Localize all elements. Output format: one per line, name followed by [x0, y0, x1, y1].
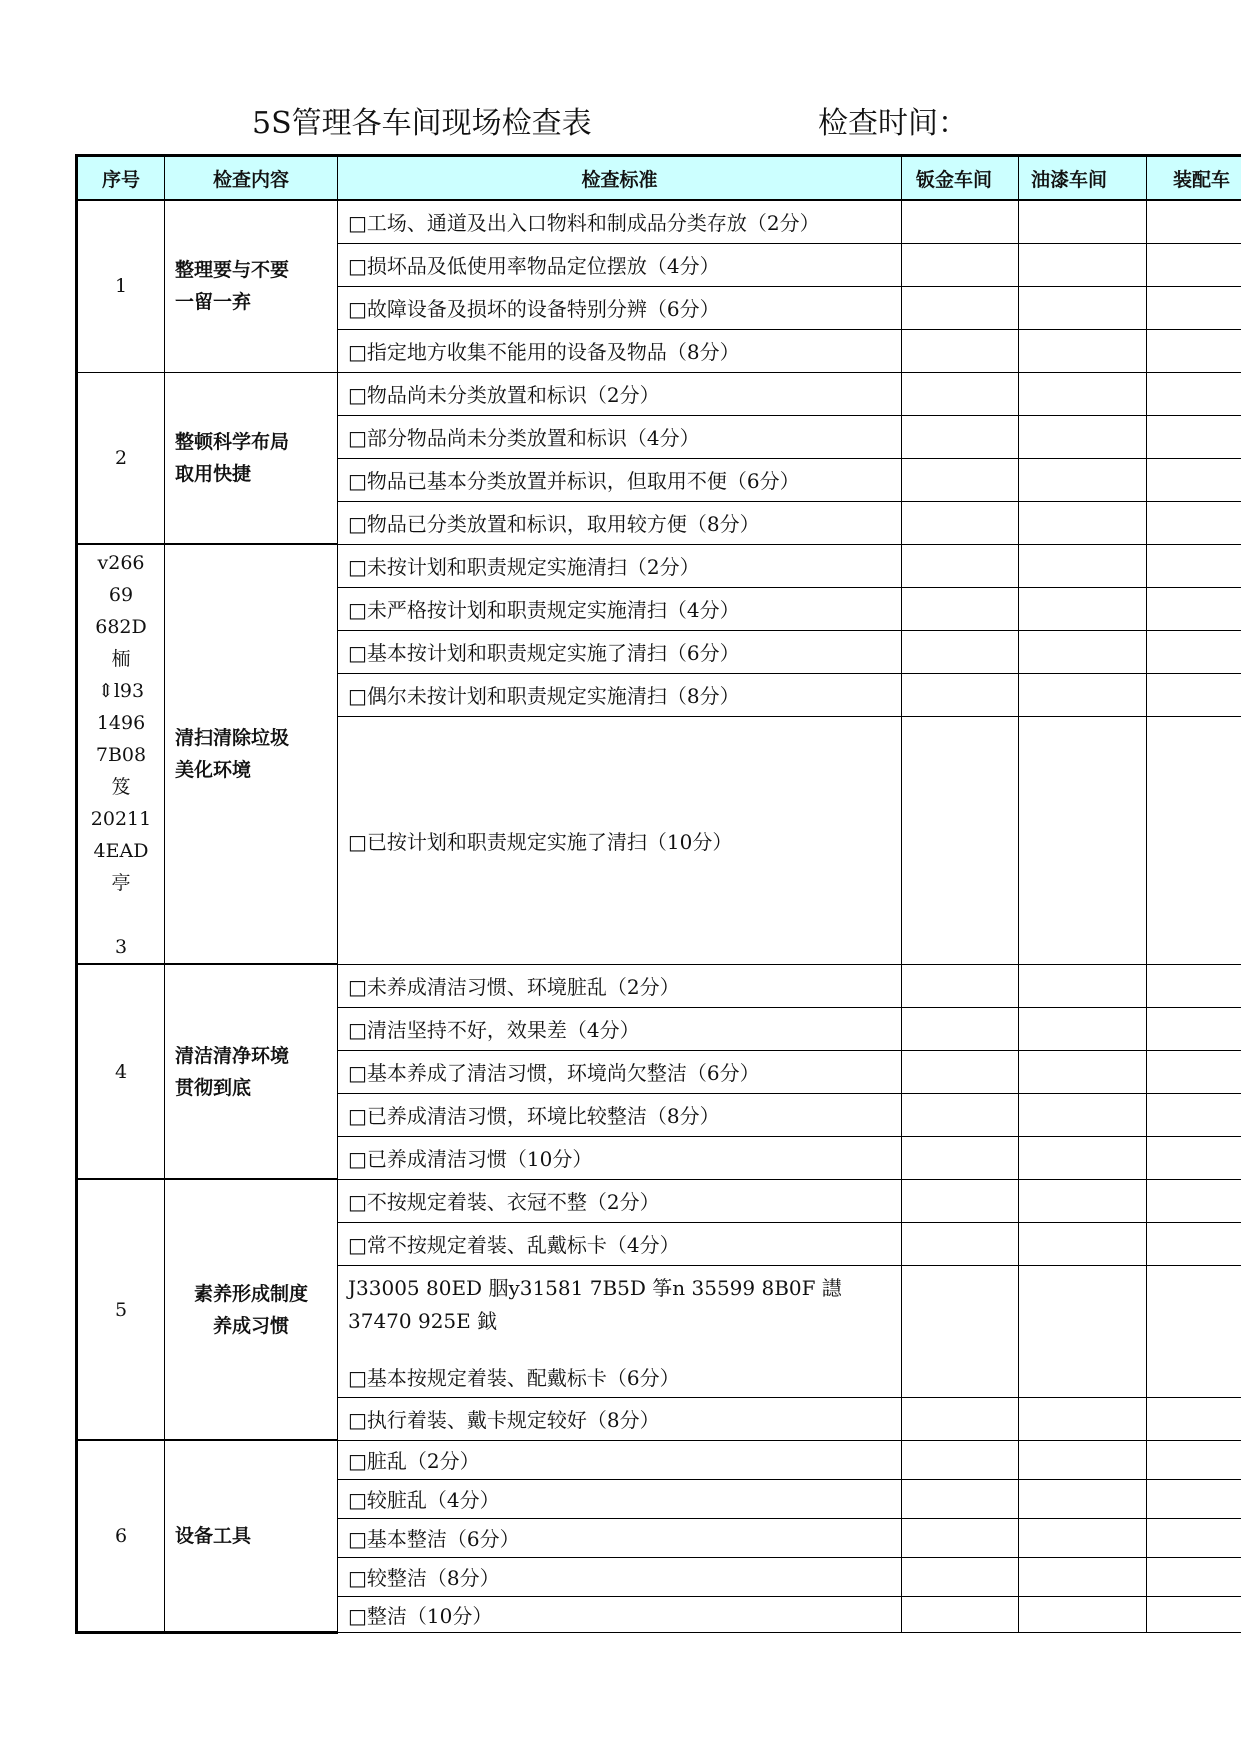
score-cell[interactable]: [1147, 415, 1241, 458]
score-cell[interactable]: [1147, 372, 1241, 415]
score-cell[interactable]: [1147, 544, 1241, 587]
standard-cell: □偶尔未按计划和职责规定实施清扫（8分）: [338, 673, 902, 716]
score-cell[interactable]: [1019, 1397, 1147, 1440]
check-item-line: 整理要与不要: [175, 259, 290, 282]
score-cell[interactable]: [902, 1596, 1019, 1632]
col-header-paint: 油漆车间: [1019, 156, 1147, 201]
score-cell[interactable]: [902, 1050, 1019, 1093]
score-cell[interactable]: [1147, 501, 1241, 544]
score-cell[interactable]: [1019, 1596, 1147, 1632]
standard-cell: □未按计划和职责规定实施清扫（2分）: [338, 544, 902, 587]
score-cell[interactable]: [1147, 587, 1241, 630]
score-cell[interactable]: [1019, 415, 1147, 458]
standard-cell: □物品尚未分类放置和标识（2分）: [338, 372, 902, 415]
score-cell[interactable]: [1147, 458, 1241, 501]
row-number: 4: [77, 964, 165, 1179]
standard-cell: □物品已分类放置和标识，取用较方便（8分）: [338, 501, 902, 544]
table-header-row: [77, 156, 1241, 201]
score-cell[interactable]: [1019, 243, 1147, 286]
score-cell[interactable]: [1147, 964, 1241, 1007]
score-cell[interactable]: [1019, 1557, 1147, 1596]
check-item: [165, 544, 338, 964]
score-cell[interactable]: [902, 1397, 1019, 1440]
standard-cell: □整洁（10分）: [338, 1596, 902, 1632]
score-cell[interactable]: [902, 501, 1019, 544]
check-item: [165, 372, 338, 544]
table-row: [77, 964, 1241, 1007]
check-item-line: 素养形成制度: [193, 1282, 308, 1305]
standard-cell: □已按计划和职责规定实施了清扫（10分）: [338, 716, 902, 964]
score-cell[interactable]: [1019, 1440, 1147, 1479]
score-cell[interactable]: [1147, 1136, 1241, 1179]
check-item-line: 整顿科学布局: [175, 430, 290, 453]
table-row: [77, 1440, 1241, 1479]
score-cell[interactable]: [1019, 1265, 1147, 1397]
score-cell[interactable]: [902, 1136, 1019, 1179]
check-item-line: 美化环境: [175, 759, 252, 781]
score-cell[interactable]: [1019, 1179, 1147, 1222]
score-cell[interactable]: [902, 1479, 1019, 1518]
check-item-line: 一留一弃: [175, 291, 252, 314]
score-cell[interactable]: [1147, 1265, 1241, 1397]
score-cell[interactable]: [902, 544, 1019, 587]
score-cell[interactable]: [1019, 329, 1147, 372]
score-cell[interactable]: [902, 673, 1019, 716]
score-cell[interactable]: [1019, 964, 1147, 1007]
score-cell[interactable]: [1147, 243, 1241, 286]
standard-cell-multi: [338, 1265, 902, 1397]
standard-cell: □清洁坚持不好，效果差（4分）: [338, 1007, 902, 1050]
check-item-line: 养成习惯: [212, 1314, 289, 1337]
check-item: [165, 200, 338, 372]
score-cell[interactable]: [902, 1007, 1019, 1050]
score-cell[interactable]: [1147, 630, 1241, 673]
check-item: [165, 1179, 338, 1440]
score-cell[interactable]: [1019, 1007, 1147, 1050]
standard-cell: □工场、通道及出入口物料和制成品分类存放（2分）: [338, 200, 902, 243]
standard-cell: □不按规定着装、衣冠不整（2分）: [338, 1179, 902, 1222]
page-title: 5S管理各车间现场检查表: [252, 106, 592, 141]
standard-cell: □基本整洁（6分）: [338, 1518, 902, 1557]
table-row: [77, 544, 1241, 587]
standard-cell: □部分物品尚未分类放置和标识（4分）: [338, 415, 902, 458]
score-cell[interactable]: [902, 1518, 1019, 1557]
garbled-text: J33005 80ED 胭y31581 7B5D 筝n 35599 8B0F 譿37470 925E 鉞: [348, 1275, 842, 1333]
standard-cell: □损坏品及低使用率物品定位摆放（4分）: [338, 243, 902, 286]
score-cell[interactable]: [1019, 200, 1147, 243]
row-number-garbled: v266 69 682D 栭 ⇕l93 1496 7B08 笈 20211 4EAD 亭 3: [77, 544, 165, 964]
score-cell[interactable]: [902, 716, 1019, 964]
standard-cell: □较整洁（8分）: [338, 1557, 902, 1596]
score-cell[interactable]: [902, 372, 1019, 415]
standard-cell: □故障设备及损坏的设备特别分辨（6分）: [338, 286, 902, 329]
score-cell[interactable]: [1019, 1222, 1147, 1265]
score-cell[interactable]: [1147, 1479, 1241, 1518]
score-cell[interactable]: [1147, 1397, 1241, 1440]
score-cell[interactable]: [1147, 1222, 1241, 1265]
col-header-assembly: 装配车: [1147, 156, 1241, 201]
standard-cell: □物品已基本分类放置并标识，但取用不便（6分）: [338, 458, 902, 501]
table-row: [77, 200, 1241, 243]
score-cell[interactable]: [1147, 1179, 1241, 1222]
check-item: [165, 964, 338, 1179]
score-cell[interactable]: [902, 1222, 1019, 1265]
score-cell[interactable]: [1147, 716, 1241, 964]
score-cell[interactable]: [1147, 1050, 1241, 1093]
row-number: 6: [77, 1440, 165, 1632]
standard-cell: □较脏乱（4分）: [338, 1479, 902, 1518]
score-cell[interactable]: [1147, 1596, 1241, 1632]
score-cell[interactable]: [1147, 200, 1241, 243]
row-number: 1: [77, 200, 165, 372]
score-cell[interactable]: [902, 1093, 1019, 1136]
score-cell[interactable]: [902, 587, 1019, 630]
col-header-no: 序号: [77, 156, 165, 201]
standard-cell: □脏乱（2分）: [338, 1440, 902, 1479]
col-header-sheet-metal: 钣金车间: [902, 156, 1019, 201]
score-cell[interactable]: [902, 415, 1019, 458]
score-cell[interactable]: [902, 964, 1019, 1007]
score-cell[interactable]: [1147, 1557, 1241, 1596]
score-cell[interactable]: [902, 1179, 1019, 1222]
score-cell[interactable]: [902, 458, 1019, 501]
score-cell[interactable]: [1147, 1518, 1241, 1557]
score-cell[interactable]: [902, 1265, 1019, 1397]
score-cell[interactable]: [1147, 1093, 1241, 1136]
check-item: [165, 1440, 338, 1632]
score-cell[interactable]: [1147, 1440, 1241, 1479]
score-cell[interactable]: [1019, 716, 1147, 964]
check-item-line: 设备工具: [175, 1524, 252, 1547]
standard-cell: □指定地方收集不能用的设备及物品（8分）: [338, 329, 902, 372]
score-cell[interactable]: [1019, 630, 1147, 673]
score-cell[interactable]: [1147, 286, 1241, 329]
standard-cell: □基本按计划和职责规定实施了清扫（6分）: [338, 630, 902, 673]
score-cell[interactable]: [1019, 501, 1147, 544]
col-header-standard: 检查标准: [338, 156, 902, 201]
score-cell[interactable]: [1019, 286, 1147, 329]
check-item-line: 清洁清净环境: [175, 1044, 290, 1067]
col-header-content: 检查内容: [165, 156, 338, 201]
score-cell[interactable]: [1019, 587, 1147, 630]
score-cell[interactable]: [1019, 1479, 1147, 1518]
check-item-line: 取用快捷: [175, 462, 252, 485]
score-cell[interactable]: [902, 286, 1019, 329]
score-cell[interactable]: [902, 630, 1019, 673]
score-cell[interactable]: [1019, 544, 1147, 587]
score-cell[interactable]: [1019, 1136, 1147, 1179]
score-cell[interactable]: [1019, 458, 1147, 501]
check-time-label: 检查时间：: [818, 106, 968, 141]
standard-cell: □已养成清洁习惯（10分）: [338, 1136, 902, 1179]
standard-text: □基本按规定着装、配戴标卡（6分）: [348, 1365, 680, 1390]
table-row: [77, 372, 1241, 415]
score-cell[interactable]: [1147, 673, 1241, 716]
standard-cell: □未严格按计划和职责规定实施清扫（4分）: [338, 587, 902, 630]
score-cell[interactable]: [902, 243, 1019, 286]
table-row: [77, 1179, 1241, 1222]
standard-cell: □执行着装、戴卡规定较好（8分）: [338, 1397, 902, 1440]
score-cell[interactable]: [902, 1440, 1019, 1479]
score-cell[interactable]: [902, 329, 1019, 372]
score-cell[interactable]: [1019, 372, 1147, 415]
score-cell[interactable]: [1019, 673, 1147, 716]
row-number: 2: [77, 372, 165, 544]
score-cell[interactable]: [1147, 1007, 1241, 1050]
score-cell[interactable]: [1019, 1518, 1147, 1557]
check-item-line: 贯彻到底: [175, 1076, 252, 1099]
standard-cell: □已养成清洁习惯，环境比较整洁（8分）: [338, 1093, 902, 1136]
check-item-line: 清扫清除垃圾: [175, 727, 290, 749]
score-cell[interactable]: [1019, 1050, 1147, 1093]
standard-cell: □常不按规定着装、乱戴标卡（4分）: [338, 1222, 902, 1265]
score-cell[interactable]: [902, 200, 1019, 243]
row-number: 5: [77, 1179, 165, 1440]
inspection-table: [75, 154, 1241, 1634]
score-cell[interactable]: [902, 1557, 1019, 1596]
score-cell[interactable]: [1147, 329, 1241, 372]
standard-cell: □基本养成了清洁习惯，环境尚欠整洁（6分）: [338, 1050, 902, 1093]
standard-cell: □未养成清洁习惯、环境脏乱（2分）: [338, 964, 902, 1007]
score-cell[interactable]: [1019, 1093, 1147, 1136]
